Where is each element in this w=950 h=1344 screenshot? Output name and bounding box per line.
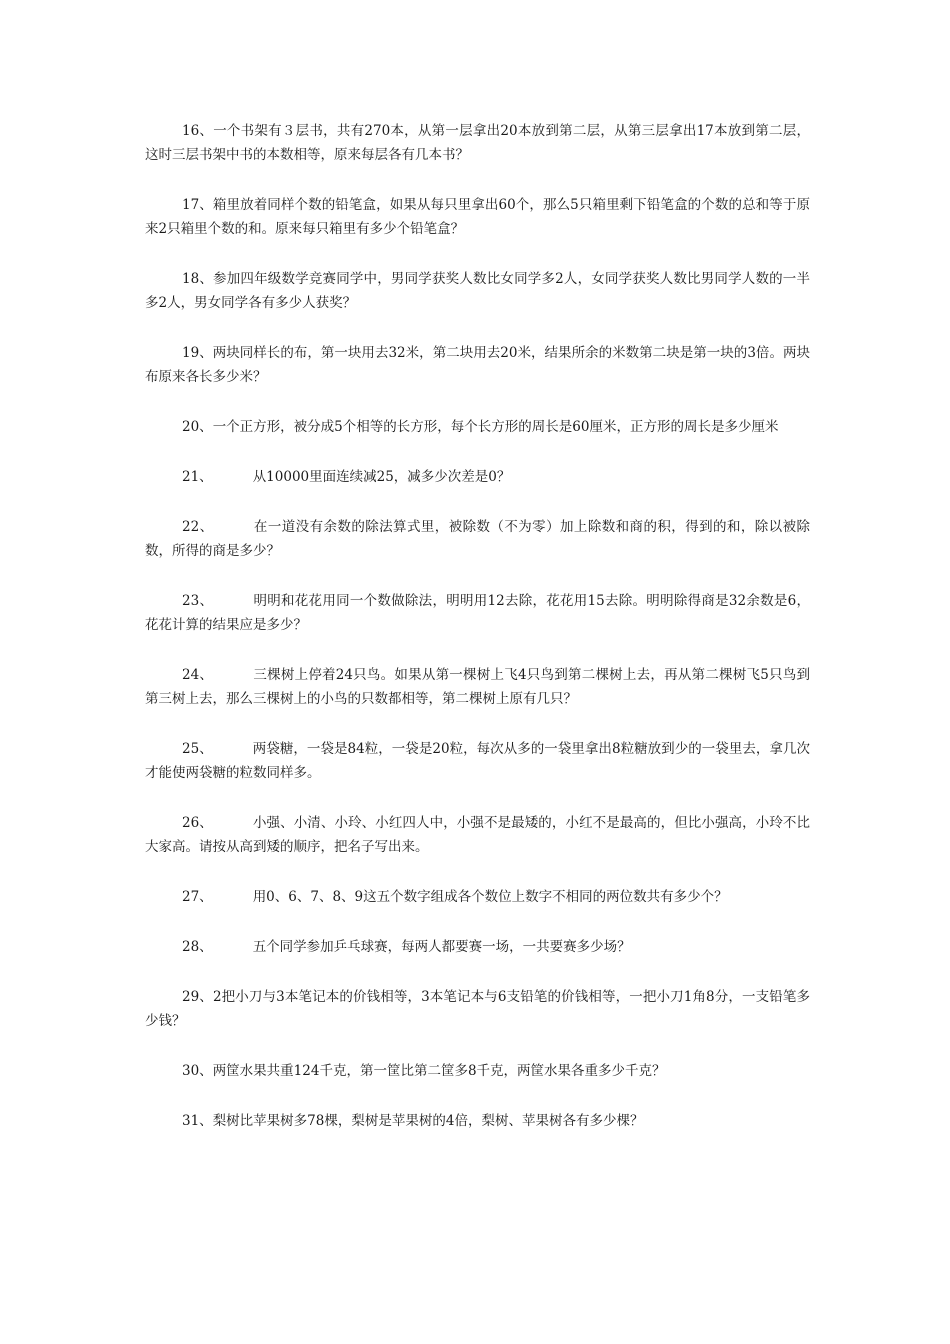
problem-number: 29、	[182, 989, 213, 1005]
problem-text: 2把小刀与3本笔记本的价钱相等，3本笔记本与6支铅笔的价钱相等，一把小刀1角8分，一支铅笔多少钱？	[145, 989, 810, 1029]
problem-text: 五个同学参加乒乓球赛，每两人都要赛一场，一共要赛多少场？	[252, 939, 631, 955]
document-page	[145, 119, 810, 1159]
problem-text: 三棵树上停着24只鸟。如果从第一棵树上飞4只鸟到第二棵树上去，再从第二棵树飞5只鸟到第三树上去，那么三棵树上的小鸟的只数都相等，第二棵树上原有几只？	[145, 667, 811, 707]
problem-number: 31、	[182, 1113, 213, 1129]
problem-number: 22、	[182, 519, 214, 535]
problem-text: 两筐水果共重124千克，第一筐比第二筐多8千克，两筐水果各重多少千克？	[212, 1063, 666, 1079]
problem-27	[145, 885, 810, 909]
problem-29	[145, 985, 810, 1033]
problem-text: 在一道没有余数的除法算式里，被除数（不为零）加上除数和商的积，得到的和，除以被除数，所得的商是多少？	[145, 519, 811, 559]
problem-18	[145, 267, 810, 315]
problem-number: 20、	[182, 419, 213, 435]
problem-number: 24、	[182, 667, 214, 683]
problem-number: 16、	[182, 123, 214, 139]
problem-number: 18、	[182, 271, 214, 287]
problem-28	[145, 935, 810, 959]
problem-number: 17、	[182, 197, 213, 213]
problem-text: 一个正方形，被分成5个相等的长方形，每个长方形的周长是60厘米，正方形的周长是多少厘米	[212, 419, 779, 435]
problem-number: 19、	[182, 345, 213, 361]
problem-text: 明明和花花用同一个数做除法，明明用12去除，花花用15去除。明明除得商是32余数是6，花花计算的结果应是多少？	[145, 593, 810, 633]
problem-24	[145, 663, 810, 711]
problem-text: 小强、小清、小玲、小红四人中，小强不是最矮的，小红不是最高的，但比小强高，小玲不比大家高。请按从高到矮的顺序，把名子写出来。	[145, 815, 810, 855]
problem-17	[145, 193, 810, 241]
problem-text: 从10000里面连续减25，减多少次差是0？	[252, 469, 511, 485]
problem-25	[145, 737, 810, 785]
problem-19	[145, 341, 810, 389]
problem-number: 27、	[182, 889, 213, 905]
problem-21	[145, 465, 810, 489]
problem-text: 箱里放着同样个数的铅笔盒，如果从每只里拿出60个，那么5只箱里剩下铅笔盒的个数的总和等于原来2只箱里个数的和。原来每只箱里有多少个铅笔盒？	[145, 197, 810, 237]
problem-23	[145, 589, 810, 637]
problem-number: 25、	[182, 741, 213, 757]
problem-text: 用0、6、7、8、9这五个数字组成各个数位上数字不相同的两位数共有多少个？	[252, 889, 728, 905]
problem-text: 梨树比苹果树多78棵，梨树是苹果树的4倍，梨树、苹果树各有多少棵？	[212, 1113, 644, 1129]
problem-30	[145, 1059, 810, 1083]
problem-16	[145, 119, 810, 167]
problem-number: 28、	[182, 939, 213, 955]
problem-20	[145, 415, 810, 439]
problem-number: 26、	[182, 815, 213, 831]
problem-26	[145, 811, 810, 859]
problem-text: 参加四年级数学竞赛同学中，男同学获奖人数比女同学多2人，女同学获奖人数比男同学人数的一半多2人，男女同学各有多少人获奖？	[145, 271, 810, 311]
problem-text: 一个书架有３层书，共有270本，从第一层拿出20本放到第二层，从第三层拿出17本放到第二层，这时三层书架中书的本数相等，原来每层各有几本书？	[145, 123, 811, 163]
problem-22	[145, 515, 810, 563]
problem-text: 两袋糖，一袋是84粒，一袋是20粒，每次从多的一袋里拿出8粒糖放到少的一袋里去，拿几次才能使两袋糖的粒数同样多。	[145, 741, 810, 781]
problem-number: 21、	[182, 469, 213, 485]
problem-number: 23、	[182, 593, 214, 609]
problem-number: 30、	[182, 1063, 213, 1079]
problem-31	[145, 1109, 810, 1133]
problem-text: 两块同样长的布，第一块用去32米，第二块用去20米，结果所余的米数第二块是第一块的3倍。两块布原来各长多少米？	[145, 345, 810, 385]
